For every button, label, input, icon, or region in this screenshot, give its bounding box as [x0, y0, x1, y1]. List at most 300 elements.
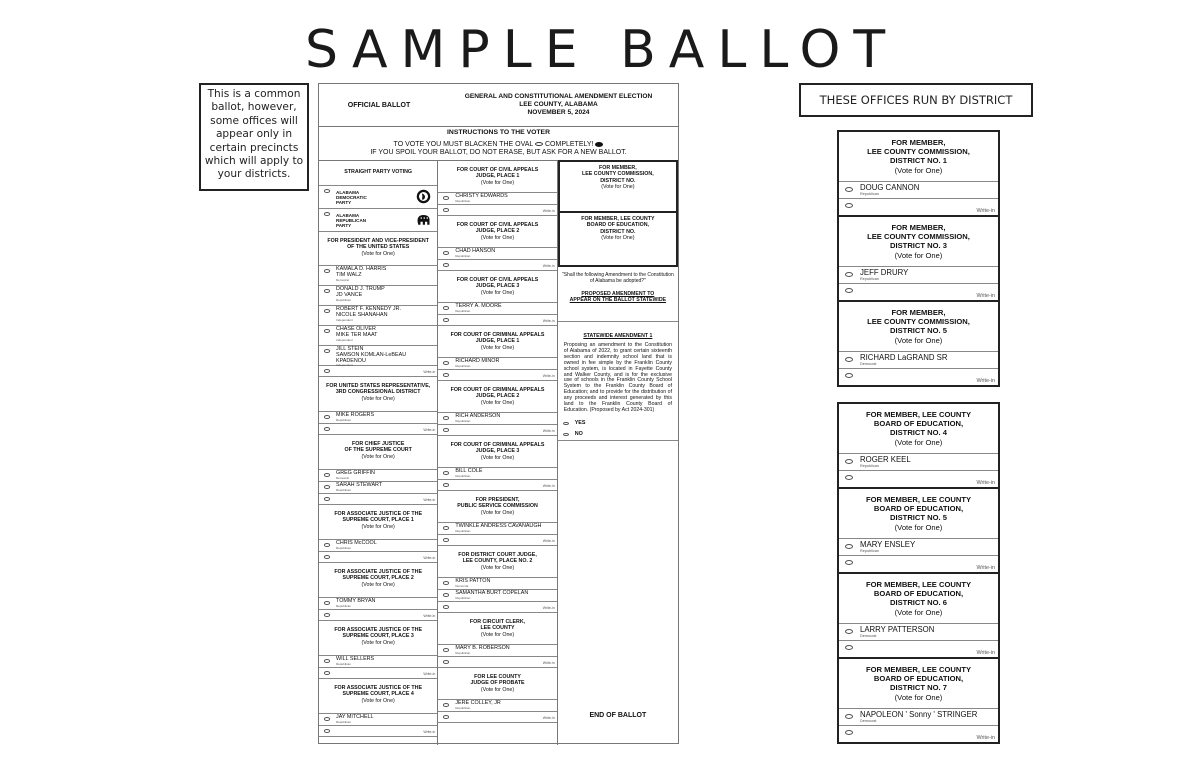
running-mate-name: TIM WALZ — [336, 271, 362, 278]
district-education-races — [837, 402, 1000, 744]
candidate-row[interactable] — [438, 590, 556, 602]
page-title: SAMPLE BALLOT — [305, 20, 899, 80]
vote-oval[interactable] — [845, 459, 853, 464]
vote-oval[interactable] — [443, 660, 449, 664]
candidate-party: Independent — [336, 363, 353, 368]
vote-oval[interactable] — [324, 189, 330, 193]
vote-oval[interactable] — [324, 497, 330, 501]
candidate-party: Republican — [336, 545, 352, 550]
candidate-row[interactable] — [438, 700, 556, 712]
race-title-line: FOR COURT OF CIVIL APPEALS — [456, 167, 539, 173]
race-title-line: FOR MEMBER, LEE COUNTY — [581, 216, 655, 222]
instructions-text — [319, 141, 678, 157]
candidate-name: CHASE OLIVER — [336, 326, 376, 332]
write-in-label: Write-in — [976, 650, 995, 656]
vote-oval[interactable] — [443, 373, 449, 377]
candidate-row[interactable] — [438, 303, 556, 315]
write-in-label: Write-in — [423, 428, 436, 433]
vote-for-one: (Vote for One) — [894, 250, 943, 260]
vote-for-one: (Vote for One) — [361, 453, 395, 460]
write-in-row[interactable] — [319, 494, 437, 505]
race-title-line: JUDGE OF PROBATE — [470, 680, 525, 687]
write-in-row[interactable] — [438, 425, 556, 436]
vote-for-one: (Vote for One) — [361, 523, 395, 530]
candidate-row[interactable] — [839, 182, 998, 199]
straight-party-header: STRAIGHT PARTY VOTING — [319, 161, 437, 186]
candidate-name: JILL STEIN — [336, 346, 364, 352]
race-title-line: BOARD OF EDUCATION, — [873, 589, 964, 599]
write-in-label: Write-in — [976, 480, 995, 486]
empty-oval-icon — [535, 142, 543, 146]
candidate-name: GREG GRIFFIN — [336, 470, 375, 476]
write-in-label: Write-in — [976, 208, 995, 214]
write-in-label: Write-in — [542, 319, 555, 324]
candidate-party: Republican — [860, 549, 879, 553]
vote-oval[interactable] — [563, 433, 569, 437]
write-in-label: Write-in — [423, 614, 436, 619]
candidate-row[interactable] — [319, 326, 437, 346]
race-title-line: FOR MEMBER, LEE COUNTY — [865, 410, 972, 419]
race-title-line: DISTRICT NO. 5 — [890, 513, 947, 523]
race-title-line: FOR COURT OF CRIMINAL APPEALS — [450, 332, 545, 338]
candidate-row[interactable] — [319, 346, 437, 366]
amendment-proposed-label-2: APPEAR ON THE BALLOT STATEWIDE — [569, 297, 667, 303]
vote-oval[interactable] — [324, 289, 330, 293]
race-title-line: FOR UNITED STATES REPRESENTATIVE, — [326, 383, 431, 389]
running-mate-name: NICOLE SHANAHAN — [336, 311, 388, 318]
race-title-line: FOR MEMBER, — [891, 308, 946, 317]
write-in-row[interactable] — [319, 610, 437, 621]
running-mate-name: SAMSON KOMLAN-LeBEAU KPADENOU — [336, 351, 407, 364]
vote-oval[interactable] — [324, 269, 330, 273]
race-header — [438, 216, 556, 248]
race-title-line: BOARD OF EDUCATION, — [873, 419, 964, 429]
write-in-label: Write-in — [542, 661, 555, 666]
candidate-name: JAY MITCHELL — [336, 714, 374, 720]
candidate-row[interactable] — [839, 454, 998, 471]
candidate-name: TWINKLE ANDRESS CAVANAUGH — [455, 523, 542, 529]
vote-oval[interactable] — [443, 526, 449, 530]
race-title-line: FOR ASSOCIATE JUSTICE OF THE — [334, 511, 423, 517]
vote-oval[interactable] — [443, 593, 449, 597]
candidate-name: BILL COLE — [455, 468, 483, 474]
vote-for-one: (Vote for One) — [601, 184, 635, 191]
candidate-row[interactable] — [319, 482, 437, 494]
candidate-name: LARRY PATTERSON — [860, 625, 935, 634]
race-header — [438, 271, 556, 303]
vote-oval[interactable] — [563, 422, 569, 426]
vote-oval[interactable] — [845, 373, 853, 378]
write-in-label: Write-in — [542, 606, 555, 611]
race-title-line: LEE COUNTY — [480, 625, 515, 632]
vote-oval[interactable] — [443, 538, 449, 542]
candidate-name: ROGER KEEL — [860, 455, 911, 464]
candidate-row[interactable] — [319, 714, 437, 726]
district-race — [839, 132, 998, 217]
race-header — [839, 574, 998, 624]
vote-oval[interactable] — [324, 485, 330, 489]
candidate-row[interactable] — [438, 523, 556, 535]
vote-oval[interactable] — [443, 361, 449, 365]
race-title-line: DISTRICT NO. — [600, 228, 636, 235]
no-label: NO — [574, 430, 583, 437]
write-in-label: Write-in — [976, 565, 995, 571]
race-header — [319, 679, 437, 714]
race-header — [839, 404, 998, 454]
district-offices-header: THESE OFFICES RUN BY DISTRICT — [799, 83, 1033, 117]
candidate-row[interactable] — [319, 656, 437, 668]
vote-for-one: (Vote for One) — [480, 564, 515, 571]
race-header — [319, 505, 437, 540]
vote-oval[interactable] — [443, 196, 449, 200]
candidate-row[interactable] — [438, 248, 556, 260]
write-in-row[interactable] — [438, 602, 556, 613]
vote-oval[interactable] — [443, 428, 449, 432]
write-in-row[interactable] — [438, 370, 556, 381]
race-title-line: DISTRICT NO. 4 — [890, 428, 947, 438]
race-title-line: FOR LEE COUNTY — [474, 674, 521, 680]
race-title-line: SUPREME COURT, PLACE 3 — [342, 633, 414, 640]
candidate-party: Independent — [336, 337, 353, 342]
vote-oval[interactable] — [324, 613, 330, 617]
vote-oval[interactable] — [845, 544, 853, 549]
candidate-row[interactable] — [839, 624, 998, 641]
vote-oval[interactable] — [324, 601, 330, 605]
race-title-line: FOR MEMBER, — [599, 165, 637, 171]
vote-for-one: (Vote for One) — [361, 250, 395, 257]
candidate-row[interactable] — [438, 468, 556, 480]
race-title-line: FOR ASSOCIATE JUSTICE OF THE — [334, 685, 423, 691]
voter-instructions — [319, 129, 678, 161]
vote-oval[interactable] — [324, 473, 330, 477]
race-title-line: JUDGE, PLACE 3 — [475, 283, 520, 290]
race-title-line: DISTRICT NO. 7 — [890, 683, 947, 693]
amendment-title: STATEWIDE AMENDMENT 1 — [583, 333, 653, 339]
vote-oval[interactable] — [324, 427, 330, 431]
candidate-party: Democrat — [860, 719, 877, 723]
write-in-label: Write-in — [423, 370, 436, 375]
district-commission-races — [837, 130, 1000, 387]
vote-oval[interactable] — [845, 475, 853, 480]
vote-oval[interactable] — [324, 555, 330, 559]
district-commission-placeholder — [558, 160, 678, 213]
candidate-party: Republican — [336, 719, 352, 724]
candidate-party: Republican — [455, 418, 471, 423]
amendment-no-option[interactable] — [558, 429, 678, 440]
vote-oval[interactable] — [845, 272, 853, 277]
district-race — [839, 404, 998, 489]
race-header — [438, 326, 556, 358]
candidate-row[interactable] — [319, 412, 437, 424]
write-in-label: Write-in — [976, 378, 995, 384]
write-in-row[interactable] — [438, 480, 556, 491]
write-in-row[interactable] — [839, 471, 998, 487]
race-header — [438, 161, 556, 193]
vote-oval[interactable] — [443, 208, 449, 212]
write-in-row[interactable] — [319, 668, 437, 679]
write-in-label: Write-in — [542, 539, 555, 544]
write-in-label: Write-in — [976, 293, 995, 299]
race-title-line: DISTRICT NO. 6 — [890, 598, 947, 608]
race-title-line: FOR COURT OF CRIMINAL APPEALS — [450, 442, 545, 448]
write-in-row[interactable] — [839, 199, 998, 215]
rooster-icon — [416, 189, 431, 204]
candidate-row[interactable] — [319, 598, 437, 610]
vote-for-one: (Vote for One) — [361, 639, 395, 646]
write-in-row[interactable] — [839, 726, 998, 742]
vote-oval[interactable] — [845, 203, 853, 208]
vote-oval[interactable] — [845, 730, 853, 735]
vote-oval[interactable] — [443, 318, 449, 322]
race-title-line: DISTRICT NO. 3 — [890, 241, 947, 251]
candidate-row[interactable] — [319, 306, 437, 326]
write-in-label: Write-in — [542, 209, 555, 214]
write-in-label: Write-in — [542, 484, 555, 489]
election-date: NOVEMBER 5, 2024 — [527, 109, 590, 116]
candidate-name: JEFF DRURY — [860, 268, 909, 277]
instructions-line2: IF YOU SPOIL YOUR BALLOT, DO NOT ERASE, BUT ASK FOR A NEW BALLOT. — [370, 149, 627, 156]
candidate-name: MARY ENSLEY — [860, 540, 916, 549]
candidate-party: Republican — [455, 705, 471, 710]
vote-oval[interactable] — [443, 715, 449, 719]
vote-for-one: (Vote for One) — [480, 179, 515, 186]
running-mate-name: MIKE TER MAAT — [336, 331, 378, 338]
race-title-line: FOR PRESIDENT AND VICE-PRESIDENT — [327, 238, 429, 244]
write-in-row[interactable] — [319, 552, 437, 563]
race-title-line: FOR COURT OF CIVIL APPEALS — [456, 277, 539, 283]
vote-oval[interactable] — [443, 483, 449, 487]
vote-for-one: (Vote for One) — [480, 454, 515, 461]
write-in-row[interactable] — [438, 657, 556, 668]
vote-oval[interactable] — [324, 415, 330, 419]
elephant-icon — [416, 212, 431, 227]
filled-oval-icon — [595, 142, 603, 147]
write-in-row[interactable] — [438, 260, 556, 271]
vote-oval[interactable] — [845, 288, 853, 293]
candidate-name: MIKE ROGERS — [336, 412, 375, 418]
candidate-row[interactable] — [319, 470, 437, 482]
candidate-party: Republican — [336, 417, 352, 422]
write-in-row[interactable] — [839, 369, 998, 385]
amendment-text: Proposing an amendment to the Constitution of Alabama of 2022, to grant certain sixteenth section and indemnity school land that is owned in fee simple by the Franklin County school system, is located in Fayette County and Walker County, and is for the exclusive use of schools in the Franklin County School System to the Franklin County Board of Education; and to provide for the distribution of any proceeds and interest generated by this land to the Franklin County Board of Education. (Proposed by Act 2024-301) — [563, 342, 673, 413]
candidate-party: Republican — [336, 661, 352, 666]
candidate-party: Democrat — [336, 277, 350, 282]
race-title-line: LEE COUNTY COMMISSION, — [867, 147, 970, 157]
race-title-line: FOR ASSOCIATE JUSTICE OF THE — [334, 569, 423, 575]
candidate-name: JERE COLLEY, JR — [455, 700, 501, 706]
race-title-line: SUPREME COURT, PLACE 2 — [342, 575, 414, 582]
vote-for-one: (Vote for One) — [480, 344, 515, 351]
race-title-line: JUDGE, PLACE 2 — [475, 228, 520, 235]
race-header — [319, 232, 437, 266]
candidate-party: Republican — [860, 192, 879, 196]
straight-party-republican[interactable] — [319, 209, 437, 232]
running-mate-name: JD VANCE — [336, 291, 363, 298]
vote-oval[interactable] — [324, 309, 330, 313]
vote-oval[interactable] — [443, 416, 449, 420]
race-title-line: FOR MEMBER, LEE COUNTY — [865, 665, 972, 674]
candidate-row[interactable] — [839, 709, 998, 726]
race-header — [438, 491, 556, 523]
vote-for-one: (Vote for One) — [894, 692, 943, 702]
candidate-name: TOMMY BRYAN — [336, 598, 376, 604]
district-race — [839, 659, 998, 742]
candidate-name: CHAD HANSON — [455, 248, 496, 254]
vote-oval[interactable] — [324, 329, 330, 333]
party-name-line: DEMOCRATIC — [336, 195, 367, 201]
write-in-label: Write-in — [423, 556, 436, 561]
vote-oval[interactable] — [324, 717, 330, 721]
candidate-name: DONALD J. TRUMP — [336, 286, 385, 292]
district-race — [839, 574, 998, 659]
vote-oval[interactable] — [443, 263, 449, 267]
common-ballot-note: This is a common ballot, however, some offices will appear only in certain precincts which will apply to your districts. — [199, 83, 309, 191]
candidate-name: KAMALA D. HARRIS — [336, 266, 387, 272]
race-title-line: DISTRICT NO. — [600, 177, 636, 184]
candidate-party: Republican — [455, 308, 471, 313]
write-in-label: Write-in — [542, 264, 555, 269]
official-ballot-label: OFFICIAL BALLOT — [347, 101, 411, 109]
write-in-row[interactable] — [438, 205, 556, 216]
candidate-name: TERRY A. MOORE — [455, 303, 502, 309]
vote-oval[interactable] — [443, 605, 449, 609]
write-in-row[interactable] — [319, 726, 437, 737]
party-name-line: PARTY — [336, 223, 352, 229]
candidate-party: Republican — [336, 297, 352, 302]
vote-for-one: (Vote for One) — [894, 607, 943, 617]
vote-for-one: (Vote for One) — [480, 686, 515, 693]
race-title-line: BOARD OF EDUCATION, — [586, 222, 649, 229]
candidate-row[interactable] — [438, 645, 556, 657]
ballot-column-1 — [319, 161, 438, 745]
race-header — [438, 381, 556, 413]
race-header — [560, 213, 676, 242]
candidate-party: Republican — [455, 198, 471, 203]
vote-oval[interactable] — [443, 703, 449, 707]
candidate-party: Republican — [455, 650, 471, 655]
candidate-party: Democrat — [336, 475, 350, 480]
race-header — [438, 436, 556, 468]
write-in-row[interactable] — [438, 712, 556, 723]
yes-label: YES — [574, 419, 586, 426]
race-title-line: PUBLIC SERVICE COMMISSION — [457, 503, 538, 510]
vote-oval[interactable] — [845, 629, 853, 634]
vote-oval[interactable] — [443, 581, 449, 585]
vote-oval[interactable] — [845, 645, 853, 650]
race-header — [319, 377, 437, 412]
race-title-line: FOR COURT OF CIVIL APPEALS — [456, 222, 539, 228]
write-in-row[interactable] — [438, 315, 556, 326]
vote-oval[interactable] — [324, 349, 330, 353]
candidate-party: Republican — [860, 464, 879, 468]
vote-oval[interactable] — [324, 369, 330, 373]
vote-for-one: (Vote for One) — [480, 289, 515, 296]
race-header — [319, 621, 437, 656]
ballot-header — [319, 84, 678, 127]
candidate-party: Republican — [455, 363, 471, 368]
candidate-row[interactable] — [839, 267, 998, 284]
vote-oval[interactable] — [324, 729, 330, 733]
write-in-label: Write-in — [423, 498, 436, 503]
candidate-row[interactable] — [438, 193, 556, 205]
district-race — [839, 217, 998, 302]
end-of-ballot: END OF BALLOT — [589, 712, 647, 719]
vote-oval[interactable] — [845, 187, 853, 192]
race-header — [438, 546, 556, 578]
candidate-row[interactable] — [839, 539, 998, 556]
write-in-label: Write-in — [542, 716, 555, 721]
candidate-party: Democrat — [860, 634, 877, 638]
race-title-line: FOR CIRCUIT CLERK, — [469, 619, 526, 625]
candidate-name: CHRISTY EDWARDS — [455, 193, 508, 199]
race-header — [438, 613, 556, 645]
write-in-row[interactable] — [839, 556, 998, 572]
vote-oval[interactable] — [845, 714, 853, 719]
vote-oval[interactable] — [324, 671, 330, 675]
ballot-column-3 — [558, 161, 678, 745]
district-race — [839, 489, 998, 574]
race-title-line: LEE COUNTY COMMISSION, — [867, 232, 970, 242]
candidate-row[interactable] — [438, 413, 556, 425]
vote-for-one: (Vote for One) — [361, 581, 395, 588]
vote-oval[interactable] — [845, 357, 853, 362]
write-in-label: Write-in — [423, 672, 436, 677]
write-in-row[interactable] — [319, 424, 437, 435]
candidate-party: Republican — [455, 253, 471, 258]
vote-oval[interactable] — [845, 560, 853, 565]
write-in-row[interactable] — [438, 535, 556, 546]
vote-for-one: (Vote for One) — [894, 437, 943, 447]
vote-oval[interactable] — [443, 471, 449, 475]
candidate-party: Democrat — [860, 362, 877, 366]
straight-party-democratic[interactable] — [319, 186, 437, 209]
candidate-row[interactable] — [319, 286, 437, 306]
instructions-title: INSTRUCTIONS TO THE VOTER — [447, 129, 550, 136]
race-title-line: FOR CHIEF JUSTICE — [351, 441, 405, 447]
candidate-row[interactable] — [319, 540, 437, 552]
race-title-line: 3RD CONGRESSIONAL DISTRICT — [335, 389, 421, 396]
vote-for-one: (Vote for One) — [361, 697, 395, 704]
write-in-label: Write-in — [542, 374, 555, 379]
amendment-yes-option[interactable] — [558, 418, 678, 429]
official-ballot — [318, 83, 679, 744]
instructions-line1: TO VOTE YOU MUST BLACKEN THE OVAL — [393, 141, 534, 148]
race-title-line: OF THE UNITED STATES — [347, 244, 410, 251]
candidate-row[interactable] — [438, 578, 556, 590]
write-in-row[interactable] — [839, 641, 998, 657]
race-title-line: BOARD OF EDUCATION, — [873, 504, 964, 514]
candidate-name: RICHARD LaGRAND SR — [860, 353, 948, 362]
candidate-name: SARAH STEWART — [336, 482, 383, 488]
candidate-party: Republican — [336, 603, 352, 608]
vote-oval[interactable] — [443, 306, 449, 310]
candidate-party: Republican — [455, 595, 471, 600]
write-in-label: Write-in — [976, 735, 995, 741]
candidate-row[interactable] — [438, 358, 556, 370]
vote-oval[interactable] — [324, 543, 330, 547]
vote-oval[interactable] — [443, 648, 449, 652]
write-in-row[interactable] — [839, 284, 998, 300]
vote-oval[interactable] — [443, 251, 449, 255]
vote-oval[interactable] — [324, 212, 330, 216]
vote-for-one: (Vote for One) — [480, 234, 515, 241]
vote-oval[interactable] — [324, 659, 330, 663]
vote-for-one: (Vote for One) — [894, 335, 943, 345]
race-header — [319, 563, 437, 598]
candidate-row[interactable] — [839, 352, 998, 369]
vote-for-one: (Vote for One) — [480, 631, 515, 638]
candidate-row[interactable] — [319, 266, 437, 286]
